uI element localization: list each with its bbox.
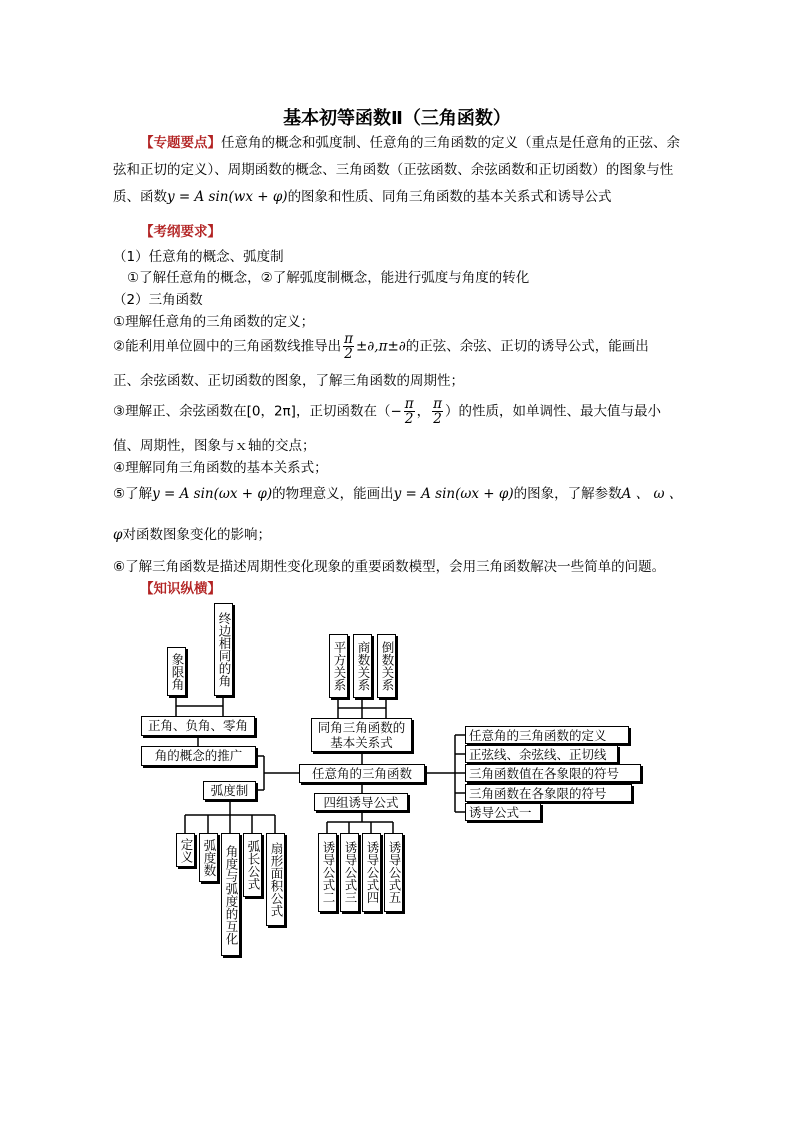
node-reduction-formula-5: 诱导公式五 bbox=[384, 833, 403, 912]
req-p4: ④理解同角三角函数的基本关系式； bbox=[113, 460, 328, 476]
req-p5-params: A 、 ω 、 bbox=[621, 486, 683, 502]
req-p3-frac1-den: 2 bbox=[404, 411, 414, 427]
req-p5-mid: 的物理意义，能画出 bbox=[272, 486, 394, 502]
req-p1: ①理解任意角的三角函数的定义； bbox=[113, 314, 315, 330]
node-radian-number: 弧度数 bbox=[199, 833, 218, 882]
node-four-reduction-formulas: 四组诱导公式 bbox=[314, 793, 408, 811]
node-reduction-formula-2: 诱导公式二 bbox=[318, 833, 337, 912]
node-reduction-formula-1: 诱导公式一 bbox=[465, 803, 541, 821]
req-p3-frac2-num: π bbox=[433, 396, 443, 412]
intro-text-2: 的图象和性质、同角三角函数的基本关系式和诱导公式 bbox=[287, 189, 612, 205]
req-p6: ⑥了解三角函数是描述周期性变化现象的重要函数模型，会用三角函数解决一些简单的问题。 bbox=[113, 559, 666, 575]
req-p5-formula-2: y = A sin(ωx + φ) bbox=[393, 486, 514, 502]
node-square-relation: 平方关系 bbox=[329, 634, 348, 698]
node-pos-neg-zero-angle: 正角、负角、零角 bbox=[141, 716, 255, 736]
node-arbitrary-angle-trig: 任意角的三角函数 bbox=[299, 764, 425, 783]
node-reduction-formula-3: 诱导公式三 bbox=[340, 833, 359, 912]
req-p2-pre: ②能利用单位圆中的三角函数线推导出 bbox=[113, 338, 342, 355]
req-p3-pre: ③理解正、余弦函数在[0，2π]，正切函数在（− bbox=[113, 403, 402, 420]
node-degree-radian-conversion: 角度与弧度的互化 bbox=[221, 833, 240, 956]
req-item1-title: （1）任意角的概念、弧度制 bbox=[113, 249, 284, 265]
node-trig-definition: 任意角的三角函数的定义 bbox=[465, 726, 629, 744]
node-reduction-formula-4: 诱导公式四 bbox=[362, 833, 381, 912]
node-same-angle-relations: 同角三角函数的基本关系式 bbox=[311, 718, 412, 752]
page-title: 基本初等函数Ⅱ（三角函数） bbox=[283, 108, 511, 129]
node-trig-value-signs: 三角函数值在各象限的符号 bbox=[465, 764, 641, 782]
node-quadrant-angle: 象限角 bbox=[167, 647, 186, 696]
knowledge-heading: 【知识纵横】 bbox=[140, 581, 221, 597]
intro-formula: y = A sin(wx + φ) bbox=[167, 189, 288, 205]
node-trig-quadrant-signs: 三角函数在各象限的符号 bbox=[465, 784, 632, 802]
node-arc-length-formula: 弧长公式 bbox=[243, 833, 262, 897]
intro-text-1: 任意角的概念和弧度制、任意角的三角函数的定义（重点是任意角的正弦、余弦和正切的定义）、周期函数的概念、三角函数（正弦函数、余弦函数和正切函数）的图象与性质、函数 bbox=[113, 135, 680, 205]
req-p5-pre: ⑤了解 bbox=[113, 486, 153, 502]
node-trig-lines: 正弦线、余弦线、正切线 bbox=[465, 745, 618, 763]
req-p2-post: 的正弦、余弦、正切的诱导公式，能画出 bbox=[405, 338, 649, 355]
req-p2-line2: 正、余弦函数、正切函数的图象，了解三角函数的周期性； bbox=[113, 373, 464, 389]
req-p5-post: 的图象，了解参数 bbox=[513, 486, 622, 502]
req-item2-title: （2）三角函数 bbox=[113, 292, 203, 308]
requirements-heading: 【考纲要求】 bbox=[140, 224, 221, 240]
node-reciprocal-relation: 倒数关系 bbox=[377, 634, 396, 698]
req-p5-formula-1: y = A sin(ωx + φ) bbox=[152, 486, 273, 502]
node-radian-system: 弧度制 bbox=[203, 781, 256, 800]
node-angle-generalization: 角的概念的推广 bbox=[141, 746, 256, 766]
req-p3-line2: 值、周期性，图象与ｘ轴的交点； bbox=[113, 438, 316, 454]
req-p3-post: ）的性质，如单调性、最大值与最小 bbox=[445, 403, 662, 420]
req-p3-frac2-den: 2 bbox=[433, 411, 442, 427]
node-sector-area-formula: 扇形面积公式 bbox=[266, 833, 285, 926]
intro-heading: 【专题要点】 bbox=[140, 135, 221, 151]
req-p3-mid: ， bbox=[416, 403, 431, 420]
req-p5-phi: φ bbox=[113, 527, 123, 543]
req-item1-text: ①了解任意角的概念，②了解弧度制概念，能进行弧度与角度的转化 bbox=[127, 270, 530, 286]
node-coterminal-angle: 终边相同的角 bbox=[214, 603, 233, 696]
req-p2-frac-num: π bbox=[344, 331, 353, 347]
req-p2-math: ±∂,π±∂ bbox=[355, 338, 406, 355]
node-quotient-relation: 商数关系 bbox=[353, 634, 372, 698]
req-p3-frac1-num: π bbox=[404, 396, 414, 412]
req-p5-line2-text: 对函数图象变化的影响； bbox=[122, 527, 271, 543]
node-definition: 定义 bbox=[176, 833, 195, 867]
req-p2-frac-den: 2 bbox=[344, 346, 353, 362]
